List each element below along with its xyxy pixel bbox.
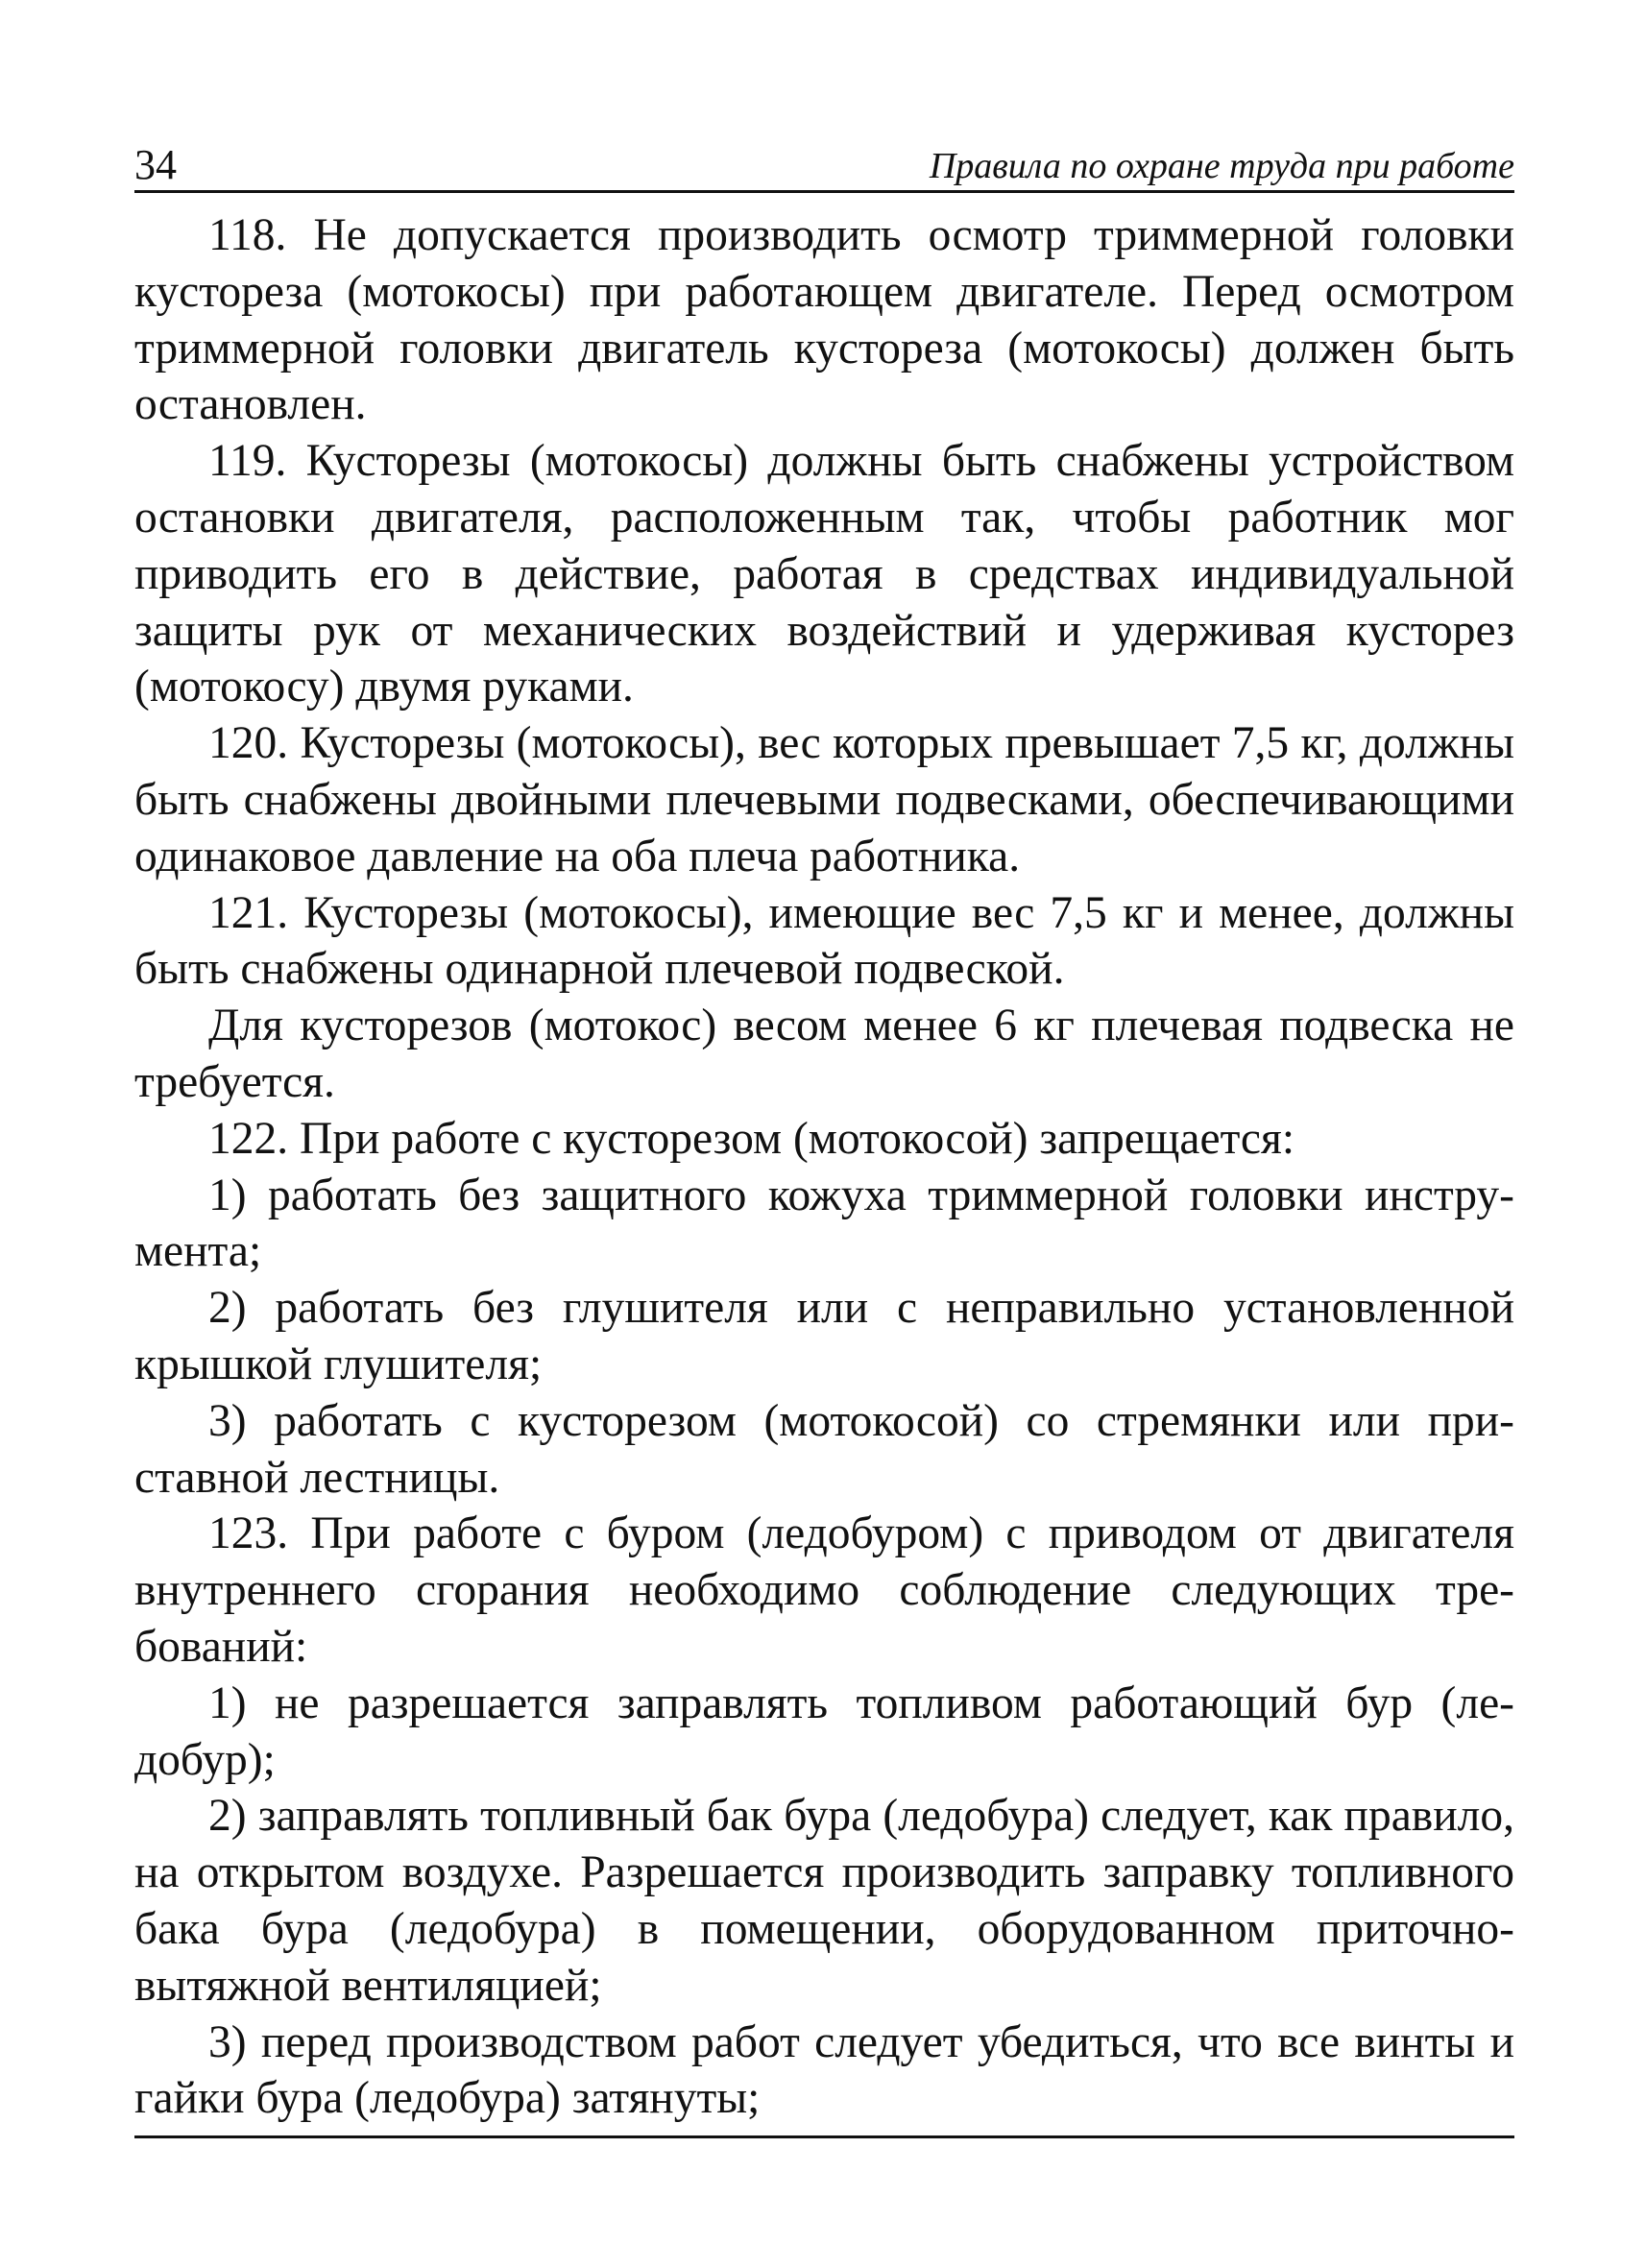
- list-item-122-1: 1) работать без защитного кожуха триммерной головки инструмента;: [134, 1170, 1514, 1277]
- paragraph-118: 118. Не допускается производить осмотр триммерной головки кустореза (мотокосы) при работающем двигателе. Перед осмотром триммерной головки двигатель кустореза (мотокосы) должен быть остановлен.: [134, 210, 1514, 430]
- list-item-123-2: 2) заправлять топливный бак бура (ледобура) следует, как правило, на открытом воздухе. Разрешается производить заправку топливного бака бура (ледобура) в помещении, оборудованном приточно-вытяжной вентиляцией;: [134, 1791, 1514, 2011]
- paragraph-123: 123. При работе с буром (ледобуром) с приводом от двигателя внутреннего сгорания необходимо соблюдение следующих требований:: [134, 1508, 1514, 1672]
- footer-rule: [134, 2135, 1514, 2138]
- page-number: 34: [134, 141, 177, 188]
- list-item-123-1: 1) не разрешается заправлять топливом работающий бур (ледобур);: [134, 1677, 1514, 1785]
- running-title: Правила по охране труда при работе: [929, 146, 1514, 186]
- list-item-122-2: 2) работать без глушителя или с неправильно установленной крышкой глушителя;: [134, 1283, 1514, 1389]
- paragraph-119: 119. Кусторезы (мотокосы) должны быть снабжены устройством остановки двигателя, расположенным так, чтобы работник мог приводить его в действие, работая в средствах индивидуальной защиты рук от механических воздействий и удерживая кусторез (мотокосу) двумя руками.: [134, 436, 1514, 712]
- page-header: [134, 134, 1514, 193]
- paragraph-121: 121. Кусторезы (мотокосы), имеющие вес 7,5 кг и менее, должны быть снабжены одинарной плечевой подвеской.: [134, 887, 1514, 995]
- paragraph-121-note: Для кусторезов (мотокос) весом менее 6 кг плечевая подвеска не требуется.: [134, 1001, 1514, 1107]
- body-text: [134, 207, 1514, 2127]
- paragraph-120: 120. Кусторезы (мотокосы), вес которых превышает 7,5 кг, должны быть снабжены двойными плечевыми подвесками, обеспечивающими одинаковое давление на оба плеча работника.: [134, 718, 1514, 881]
- paragraph-122: 122. При работе с кусторезом (мотокосой) запрещается:: [208, 1113, 1295, 1164]
- list-item-122-3: 3) работать с кусторезом (мотокосой) со стремянки или приставной лестницы.: [134, 1395, 1514, 1503]
- list-item-123-3: 3) перед производством работ следует убедиться, что все винты и гайки бура (ледобура) затянуты;: [134, 2016, 1514, 2124]
